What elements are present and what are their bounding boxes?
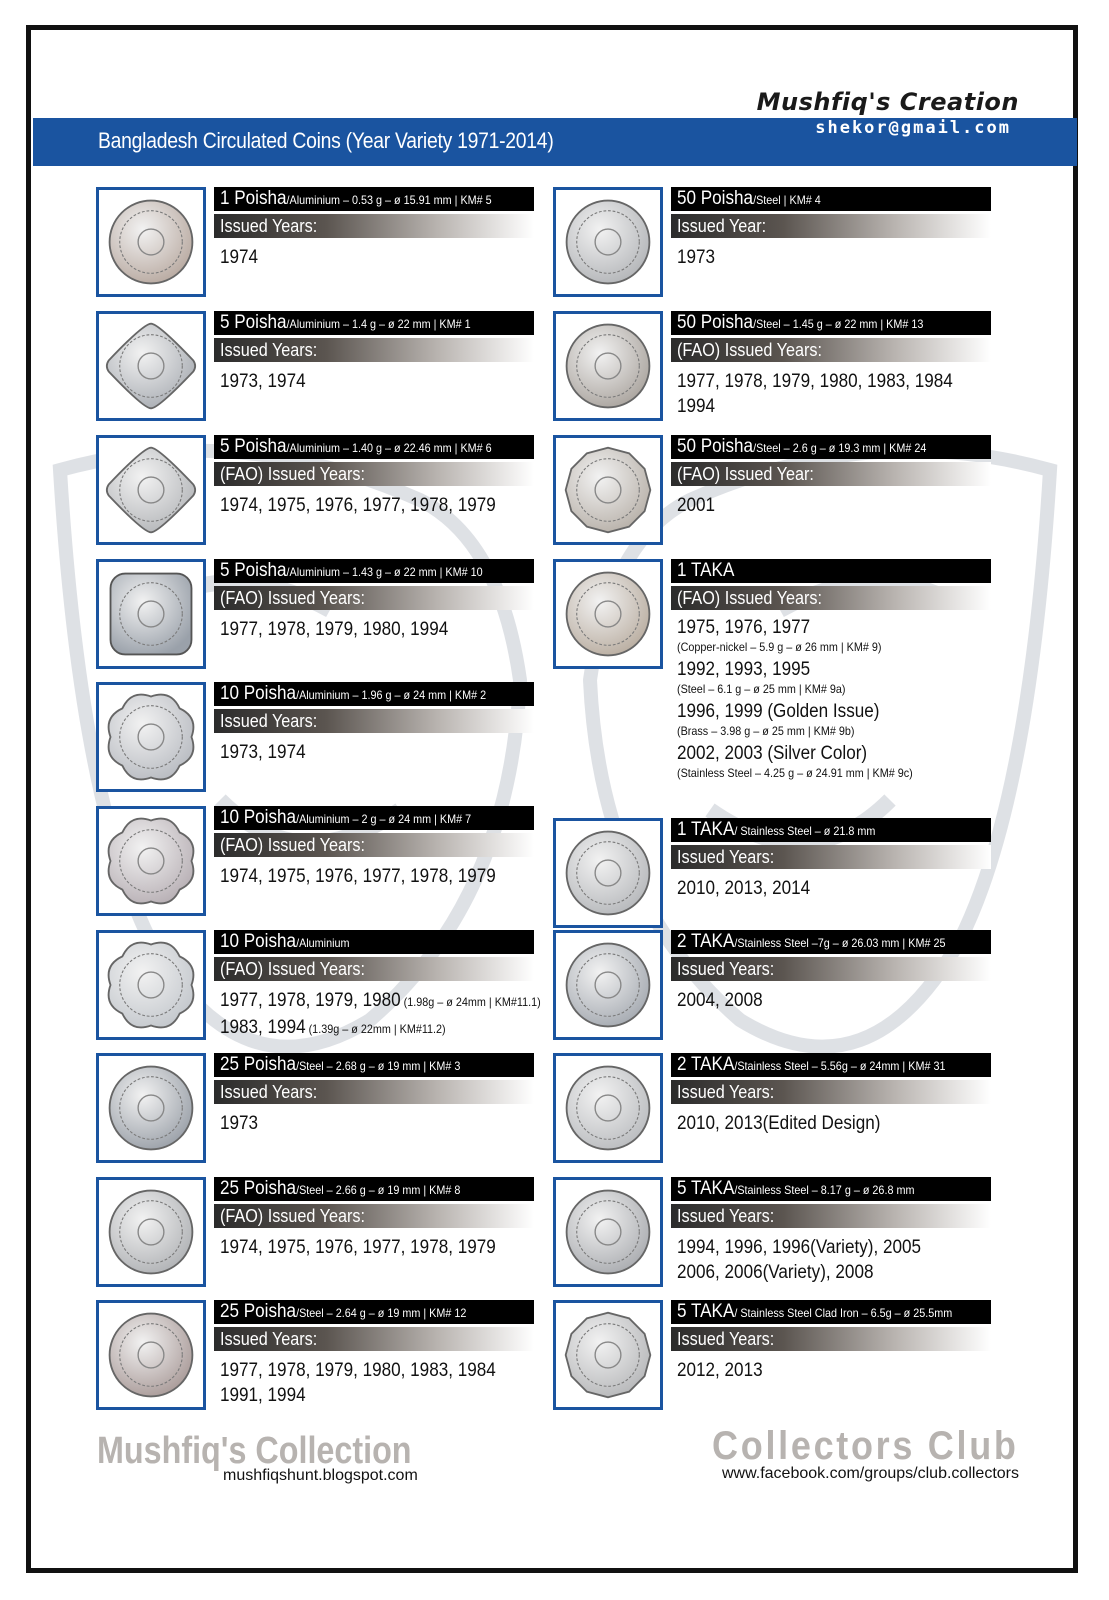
footer-right-url[interactable]: www.facebook.com/groups/club.collectors (721, 1465, 1019, 1482)
coin-image (96, 806, 206, 916)
coin-title-bar (671, 1053, 991, 1077)
coin-name: 25 Poisha/Steel – 2.64 g – ø 19 mm | KM# 12 (220, 1301, 467, 1322)
coin-spec: /Stainless Steel – 5.56g – ø 24mm | KM# 31 (734, 1059, 946, 1073)
coin-name: 2 TAKA/Stainless Steel –7g – ø 26.03 mm | KM# 25 (677, 931, 946, 952)
issued-label: Issued Years: (671, 1204, 991, 1228)
coin-spec: /Steel | KM# 4 (753, 193, 821, 207)
coin-image (553, 818, 663, 928)
issued-years: 1974 (220, 247, 259, 268)
issued-years: 2001 (677, 495, 716, 516)
coin-title-bar (214, 682, 534, 706)
coin-name: 10 Poisha/Aluminium – 1.96 g – ø 24 mm | KM# 2 (220, 683, 487, 704)
issued-label: Issued Years: (671, 1327, 991, 1351)
creator-email: shekor@gmail.com (815, 118, 1011, 138)
coin-name: 5 Poisha/Aluminium – 1.4 g – ø 22 mm | KM# 1 (220, 312, 471, 333)
footer-left-title: Mushfiq's Collection (97, 1430, 412, 1472)
coin-title-bar (671, 187, 991, 211)
coin-image (96, 187, 206, 297)
coin-image (553, 187, 663, 297)
coin-image (553, 559, 663, 669)
issued-label: Issued Year: (671, 214, 991, 238)
issued-years: 1973 (677, 247, 716, 268)
coin-name: 5 Poisha/Aluminium – 1.43 g – ø 22 mm | KM# 10 (220, 560, 483, 581)
coin-title-bar (214, 930, 534, 954)
coin-image (553, 435, 663, 545)
coin-image (96, 1053, 206, 1163)
footer-right-title: Collectors Club (712, 1424, 1019, 1468)
coin-title-bar (214, 1053, 534, 1077)
coin-title-bar (214, 435, 534, 459)
issued-label: Issued Years: (214, 1080, 534, 1104)
coin-spec: /Steel – 2.64 g – ø 19 mm | KM# 12 (296, 1306, 467, 1320)
coin-spec: /Aluminium (296, 936, 350, 950)
issued-years: 1973, 1974 (220, 742, 306, 763)
coin-title-bar (671, 818, 991, 842)
coin-image (96, 930, 206, 1040)
coin-image (96, 435, 206, 545)
coin-image (96, 559, 206, 669)
issued-label: Issued Years: (214, 1327, 534, 1351)
coin-title-bar (214, 187, 534, 211)
issued-label: Issued Years: (671, 1080, 991, 1104)
issued-years: 1974, 1975, 1976, 1977, 1978, 1979 (220, 866, 496, 887)
issued-label: Issued Years: (671, 845, 991, 869)
coin-spec: /Aluminium – 1.4 g – ø 22 mm | KM# 1 (286, 317, 471, 331)
coin-spec: / Stainless Steel – ø 21.8 mm (734, 824, 876, 838)
coin-name: 5 TAKA/Stainless Steel – 8.17 g – ø 26.8 mm (677, 1178, 915, 1199)
coin-title-bar (671, 311, 991, 335)
issued-label: (FAO) Issued Years: (214, 462, 534, 486)
creator-name: Mushfiq's Creation (756, 88, 1019, 116)
coin-variant-note: (Copper-nickel – 5.9 g – ø 26 mm | KM# 9) (677, 640, 882, 654)
header-bar (33, 118, 1077, 166)
creator-block (757, 88, 1019, 116)
footer-right (678, 1424, 1019, 1483)
issued-years: 1977, 1978, 1979, 1980, 1994 (220, 619, 449, 640)
coin-name: 50 Poisha/Steel | KM# 4 (677, 188, 821, 209)
issued-years: 1973, 1974 (220, 371, 306, 392)
coin-title-bar (214, 311, 534, 335)
coin-spec: / Stainless Steel Clad Iron – 6.5g – ø 25.5mm (734, 1306, 953, 1320)
coin-image (553, 1300, 663, 1410)
issued-label: Issued Years: (214, 709, 534, 733)
coin-image (96, 1300, 206, 1410)
page-title: Bangladesh Circulated Coins (Year Variety 1971-2014) (98, 128, 554, 153)
issued-label: (FAO) Issued Years: (214, 586, 534, 610)
issued-label: (FAO) Issued Years: (214, 957, 534, 981)
issued-years: 1975, 1976, 1977 (Copper-nickel – 5.9 g – ø 26 mm | KM# 9) 1992, 1993, 1995 (Steel – 6.1 g – ø 25 mm | KM# 9a) 1996, 1999 (Golden Issue) (Brass – 3.98 g – ø 25 mm | KM# 9b) 2002, 2003 (Silver Color) (Stainless Steel – 4.25 g – ø 24.91 mm | KM# 9c) (677, 617, 913, 780)
issued-years: 1977, 1978, 1979, 1980, 1983, 1984 1994 (677, 371, 953, 417)
coin-spec: /Aluminium – 1.43 g – ø 22 mm | KM# 10 (286, 565, 483, 579)
issued-label: (FAO) Issued Years: (214, 833, 534, 857)
coin-name: 2 TAKA/Stainless Steel – 5.56g – ø 24mm | KM# 31 (677, 1054, 946, 1075)
coin-name: 10 Poisha/Aluminium (220, 931, 350, 952)
coin-title-bar (671, 435, 991, 459)
issued-label: (FAO) Issued Year: (671, 462, 991, 486)
coin-spec: /Aluminium – 1.40 g – ø 22.46 mm | KM# 6 (286, 441, 492, 455)
issued-label: Issued Years: (214, 214, 534, 238)
issued-years: 2010, 2013(Edited Design) (677, 1113, 881, 1134)
coin-variant-note: (Steel – 6.1 g – ø 25 mm | KM# 9a) (677, 682, 846, 696)
coin-spec: /Aluminium – 1.96 g – ø 24 mm | KM# 2 (296, 688, 487, 702)
issued-years: 1977, 1978, 1979, 1980, 1983, 1984 1991, 1994 (220, 1360, 496, 1406)
coin-variant-note: (Brass – 3.98 g – ø 25 mm | KM# 9b) (677, 724, 855, 738)
coin-name: 5 TAKA/ Stainless Steel Clad Iron – 6.5g – ø 25.5mm (677, 1301, 953, 1322)
coin-image (553, 1053, 663, 1163)
coin-spec: /Steel – 1.45 g – ø 22 mm | KM# 13 (753, 317, 924, 331)
issued-years: 2004, 2008 (677, 990, 763, 1011)
coin-name: 1 TAKA (677, 560, 735, 581)
coin-name: 25 Poisha/Steel – 2.68 g – ø 19 mm | KM# 3 (220, 1054, 461, 1075)
coin-spec: /Aluminium – 0.53 g – ø 15.91 mm | KM# 5 (286, 193, 492, 207)
coin-name: 50 Poisha/Steel – 1.45 g – ø 22 mm | KM# 13 (677, 312, 924, 333)
issued-years: 1974, 1975, 1976, 1977, 1978, 1979 (220, 495, 496, 516)
coin-image (96, 682, 206, 792)
footer-left (97, 1430, 467, 1485)
issued-years: 2010, 2013, 2014 (677, 878, 811, 899)
coin-image (96, 311, 206, 421)
coin-spec: /Aluminium – 2 g – ø 24 mm | KM# 7 (296, 812, 472, 826)
coin-title-bar (671, 559, 991, 583)
coin-name: 25 Poisha/Steel – 2.66 g – ø 19 mm | KM# 8 (220, 1178, 461, 1199)
coin-spec: /Steel – 2.68 g – ø 19 mm | KM# 3 (296, 1059, 461, 1073)
coin-name: 1 TAKA/ Stainless Steel – ø 21.8 mm (677, 819, 876, 840)
coin-image (553, 930, 663, 1040)
coin-name: 1 Poisha/Aluminium – 0.53 g – ø 15.91 mm | KM# 5 (220, 188, 492, 209)
coin-spec: /Steel – 2.66 g – ø 19 mm | KM# 8 (296, 1183, 461, 1197)
coin-title-bar (214, 559, 534, 583)
issued-years: 1977, 1978, 1979, 1980 (1.98g – ø 24mm | KM#11.1) 1983, 1994 (1.39g – ø 22mm | KM#11.2) (220, 990, 541, 1038)
coin-title-bar (671, 1177, 991, 1201)
issued-label: (FAO) Issued Years: (214, 1204, 534, 1228)
footer-left-url[interactable]: mushfiqshunt.blogspot.com (223, 1467, 418, 1484)
issued-label: (FAO) Issued Years: (671, 338, 991, 362)
coin-spec: /Stainless Steel –7g – ø 26.03 mm | KM# 25 (734, 936, 946, 950)
coin-image (553, 311, 663, 421)
coin-variant-note: (Stainless Steel – 4.25 g – ø 24.91 mm | KM# 9c) (677, 766, 913, 780)
coin-title-bar (214, 806, 534, 830)
coin-name: 50 Poisha/Steel – 2.6 g – ø 19.3 mm | KM# 24 (677, 436, 927, 457)
issued-years: 1973 (220, 1113, 259, 1134)
coin-spec: /Steel – 2.6 g – ø 19.3 mm | KM# 24 (753, 441, 927, 455)
coin-name: 10 Poisha/Aluminium – 2 g – ø 24 mm | KM# 7 (220, 807, 472, 828)
coin-title-bar (214, 1300, 534, 1324)
issued-years: 1994, 1996, 1996(Variety), 2005 2006, 2006(Variety), 2008 (677, 1237, 922, 1283)
issued-years: 2012, 2013 (677, 1360, 763, 1381)
coin-image (553, 1177, 663, 1287)
coin-title-bar (671, 930, 991, 954)
issued-years: 1974, 1975, 1976, 1977, 1978, 1979 (220, 1237, 496, 1258)
coin-title-bar (214, 1177, 534, 1201)
coin-title-bar (671, 1300, 991, 1324)
coin-spec: /Stainless Steel – 8.17 g – ø 26.8 mm (734, 1183, 915, 1197)
issued-label: (FAO) Issued Years: (671, 586, 991, 610)
issued-label: Issued Years: (671, 957, 991, 981)
issued-label: Issued Years: (214, 338, 534, 362)
coin-name: 5 Poisha/Aluminium – 1.40 g – ø 22.46 mm | KM# 6 (220, 436, 492, 457)
coin-image (96, 1177, 206, 1287)
